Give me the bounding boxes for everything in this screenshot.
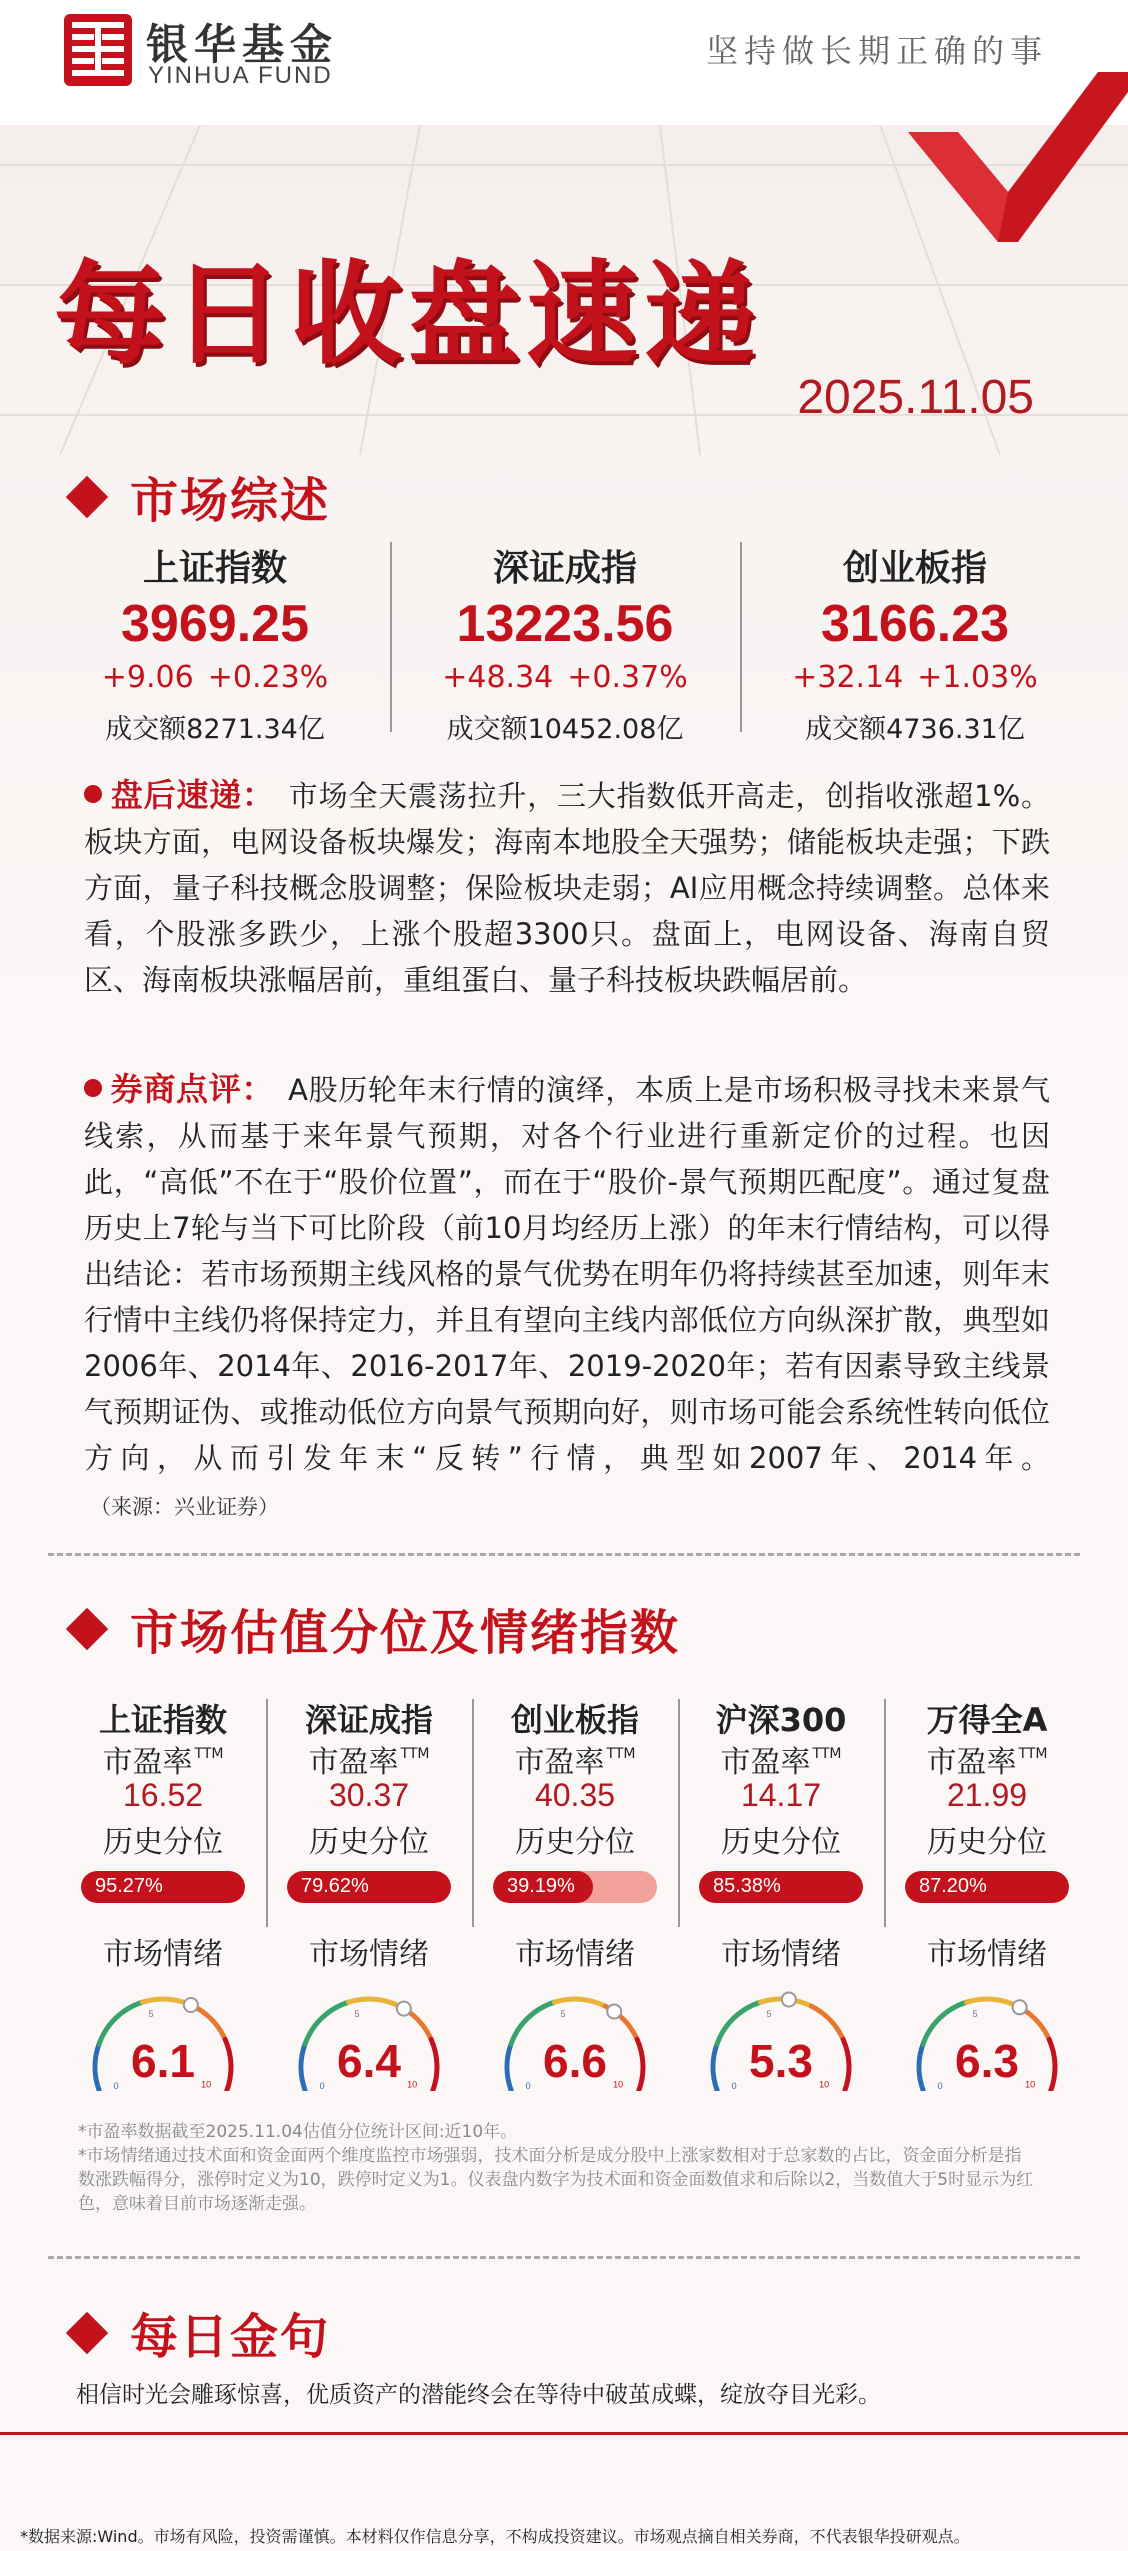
gauge-arc-segment (919, 2044, 923, 2090)
mood-gauge (495, 1981, 655, 2091)
gauge-mid-label: 5 (354, 2009, 360, 2019)
gauge-arc-segment (95, 2044, 99, 2090)
pe-value: 16.52 (122, 1777, 204, 1813)
bullet-icon (84, 1079, 102, 1097)
gauge-mid-label: 5 (766, 2009, 772, 2019)
index-value: 13223.56 (456, 595, 674, 653)
after-market-summary (84, 772, 1050, 1003)
valuation-index-name: 沪深300 (715, 1701, 847, 1739)
gauge-min-label: 0 (937, 2080, 943, 2091)
gauge-min-label: 0 (113, 2080, 119, 2091)
mood-gauge (907, 1981, 1067, 2091)
diamond-icon (66, 475, 108, 517)
percentile-bar (699, 1871, 863, 1903)
gauge-max-label: 10 (613, 2079, 624, 2090)
valuation-card (266, 1695, 472, 2105)
report-date: 2025.11.05 (797, 371, 1034, 424)
daily-quote-text: 相信时光会雕琢惊喜，优质资产的潜能终会在等待中破茧成蝶，绽放夺目光彩。 (76, 2382, 881, 2408)
index-card (390, 540, 740, 745)
gauge-max-label: 10 (201, 2079, 212, 2090)
gauge-max-label: 10 (1025, 2079, 1036, 2090)
section-title-daily-quote (72, 2298, 330, 2367)
percentile-bar (81, 1871, 245, 1903)
index-volume: 成交额10452.08亿 (446, 714, 684, 745)
divider (48, 1553, 1080, 1556)
slogan: 坚持做长期正确的事 (705, 32, 1048, 70)
market-mood-label: 市场情绪 (103, 1937, 223, 1972)
index-value: 3969.25 (121, 595, 309, 653)
valuation-card (472, 1695, 678, 2105)
note-line: *市盈率数据截至2025.11.04估值分位统计区间:近10年。 (78, 2122, 518, 2142)
gauge-mood-value: 6.6 (543, 2035, 607, 2087)
gauge-max-label: 10 (819, 2079, 830, 2090)
section-title-text: 每日金句 (130, 2309, 331, 2365)
hero-title: 每日收盘速递 (54, 250, 762, 380)
index-volume: 成交额4736.31亿 (805, 714, 1025, 745)
index-change-points: +32.14 (792, 660, 904, 695)
valuation-notes (78, 2120, 1038, 2216)
yinhua-logo-icon (64, 14, 132, 86)
market-mood-label: 市场情绪 (309, 1937, 429, 1972)
valuation-card (60, 1695, 266, 2105)
divider (48, 2256, 1080, 2259)
gauge-arc-segment (431, 2039, 437, 2090)
gauge-arc-segment (554, 1999, 605, 2006)
valuation-index-name: 创业板指 (510, 1701, 639, 1739)
index-summary (40, 540, 1090, 745)
index-card (40, 540, 390, 745)
historical-percentile-label: 历史分位 (103, 1825, 223, 1860)
index-name: 深证成指 (492, 548, 637, 589)
gauge-knob (782, 1992, 796, 2006)
pe-label: 市盈率 $^{TTM}$ (926, 1745, 1048, 1780)
index-name: 创业板指 (842, 548, 987, 589)
percentile-text: 39.19% (507, 1875, 575, 1897)
section-title-text: 市场综述 (130, 473, 331, 529)
market-mood-label: 市场情绪 (515, 1937, 635, 1972)
bullet-icon (84, 785, 102, 803)
summary-text: 市场全天震荡拉升，三大指数低开高走，创指收涨超1%。板块方面，电网设备板块爆发；海南本地股全天强势；储能板块走强；下跌方面，量子科技概念股调整；保险板块走弱；AI应用概念持续调整。总体来看，个股涨多跌少，上涨个股超3300只。盘面上，电网设备、海南自贸区、海南板块涨幅居前，重组蛋白、量子科技板块跌幅居前。 (84, 779, 1050, 997)
gauge-arc-segment (507, 2044, 511, 2090)
index-value: 3166.23 (821, 595, 1009, 653)
bottom-divider (0, 2432, 1128, 2435)
gauge-arc-segment (301, 2044, 305, 2090)
pe-value: 30.37 (328, 1777, 410, 1813)
mood-gauge (83, 1981, 243, 2091)
historical-percentile-label: 历史分位 (309, 1825, 429, 1860)
pe-value: 40.35 (534, 1777, 616, 1813)
gauge-mood-value: 6.4 (337, 2035, 401, 2087)
historical-percentile-label: 历史分位 (515, 1825, 635, 1860)
percentile-text: 79.62% (301, 1875, 369, 1897)
gauge-mid-label: 5 (972, 2009, 978, 2019)
footer-disclaimer: *数据来源:Wind。市场有风险，投资需谨慎。本材料仅作信息分享，不构成投资建议。市场观点摘自相关券商，不代表银华投研观点。 (20, 2527, 970, 2546)
gauge-min-label: 0 (525, 2080, 531, 2091)
gauge-arc-segment (193, 2006, 225, 2039)
gauge-arc-segment (225, 2039, 231, 2090)
gauge-knob (607, 2004, 621, 2018)
checkmark-icon (888, 72, 1128, 262)
comment-source: （来源：兴业证券） (90, 1495, 279, 1519)
index-change-pct: +0.37% (567, 660, 688, 695)
diamond-icon (66, 2311, 108, 2353)
valuation-card (678, 1695, 884, 2105)
valuation-card (884, 1695, 1090, 2105)
pe-label: 市盈率 $^{TTM}$ (720, 1745, 842, 1780)
percentile-text: 85.38% (713, 1875, 781, 1897)
logo-chinese-name: 银华基金 (146, 20, 339, 69)
historical-percentile-label: 历史分位 (721, 1825, 841, 1860)
index-change-points: +9.06 (101, 660, 194, 695)
gauge-arc-segment (1049, 2039, 1055, 2090)
pe-value: 21.99 (946, 1777, 1028, 1813)
valuation-grid (60, 1695, 1090, 2105)
index-card (740, 540, 1090, 745)
gauge-mood-value: 6.3 (955, 2035, 1019, 2087)
mood-gauge (701, 1981, 861, 2091)
section-title-text: 市场估值分位及情绪指数 (130, 1605, 681, 1661)
market-mood-label: 市场情绪 (721, 1937, 841, 1972)
pe-label: 市盈率 $^{TTM}$ (102, 1745, 224, 1780)
percentile-bar (287, 1871, 451, 1903)
percentile-text: 95.27% (95, 1875, 163, 1897)
gauge-arc-segment (843, 2039, 849, 2090)
gauge-mid-label: 5 (148, 2009, 154, 2019)
broker-comment (84, 1066, 1050, 1530)
index-change-points: +48.34 (442, 660, 554, 695)
index-name: 上证指数 (142, 548, 287, 589)
gauge-arc-segment (637, 2039, 643, 2090)
gauge-knob (1013, 2000, 1027, 2014)
index-volume: 成交额8271.34亿 (105, 714, 325, 745)
index-change-pct: +0.23% (207, 660, 329, 695)
percentile-bar (905, 1871, 1069, 1903)
pe-value: 14.17 (740, 1777, 822, 1813)
pe-label: 市盈率 $^{TTM}$ (308, 1745, 430, 1780)
pe-label: 市盈率 $^{TTM}$ (514, 1745, 636, 1780)
gauge-mood-value: 6.1 (131, 2035, 195, 2087)
section-title-market-overview (72, 462, 330, 531)
index-change (390, 660, 740, 695)
gauge-max-label: 10 (407, 2079, 418, 2090)
comment-text: A股历轮年末行情的演绎，本质上是市场积极寻找未来景气线索，从而基于来年景气预期，对各个行业进行重新定价的过程。也因此，“高低”不在于“股价位置”，而在于“股价-景气预期匹配度”。通过复盘历史上7轮与当下可比阶段（前10月均经历上涨）的年末行情结构，可以得出结论：若市场预期主线风格的景气优势在明年仍将持续甚至加速，则年末行情中主线仍将保持定力，并且有望向主线内部低位方向纵深扩散，典型如2006年、2014年、2016-2017年、2019-2020年；若有因素导致主线景气预期证伪、或推动低位方向景气预期向好，则市场可能会系统性转向低位方向，从而引发年末“反转”行情，典型如2007年、2014年。 (84, 1073, 1050, 1475)
index-change (740, 660, 1090, 695)
index-change-pct: +1.03% (917, 660, 1038, 695)
gauge-mood-value: 5.3 (749, 2035, 813, 2087)
comment-lead: 券商点评： (110, 1070, 275, 1108)
percentile-text: 87.20% (919, 1875, 987, 1897)
gauge-arc-segment (966, 1999, 1017, 2006)
gauge-mid-label: 5 (560, 2009, 566, 2019)
valuation-index-name: 上证指数 (98, 1701, 227, 1739)
summary-lead: 盘后速递： (110, 776, 275, 814)
diamond-icon (66, 1607, 108, 1649)
gauge-arc-segment (713, 2044, 717, 2090)
index-change (40, 660, 390, 695)
historical-percentile-label: 历史分位 (927, 1825, 1047, 1860)
note-line: *市场情绪通过技术面和资金面两个维度监控市场强弱，技术面分析是成分股中上涨家数相对于总家数的占比，资金面分析是指数涨跌幅得分，涨停时定义为10，跌停时定义为1。仪表盘内数字为技术面和资金面数值求和后除以2，当数值大于5时显示为红色，意味着目前市场逐渐走强。 (78, 2146, 1034, 2214)
market-mood-label: 市场情绪 (927, 1937, 1047, 1972)
mood-gauge (289, 1981, 449, 2091)
percentile-bar (493, 1871, 657, 1903)
gauge-arc-segment (811, 2006, 843, 2039)
gauge-min-label: 0 (319, 2080, 325, 2091)
gauge-knob (184, 1998, 198, 2012)
gauge-arc-segment (348, 1999, 399, 2006)
valuation-index-name: 深证成指 (304, 1701, 433, 1739)
gauge-min-label: 0 (731, 2080, 737, 2091)
logo-english-name: YINHUA FUND (148, 62, 333, 89)
valuation-index-name: 万得全A (926, 1701, 1048, 1739)
gauge-knob (397, 2002, 411, 2016)
section-title-valuation (72, 1594, 680, 1663)
